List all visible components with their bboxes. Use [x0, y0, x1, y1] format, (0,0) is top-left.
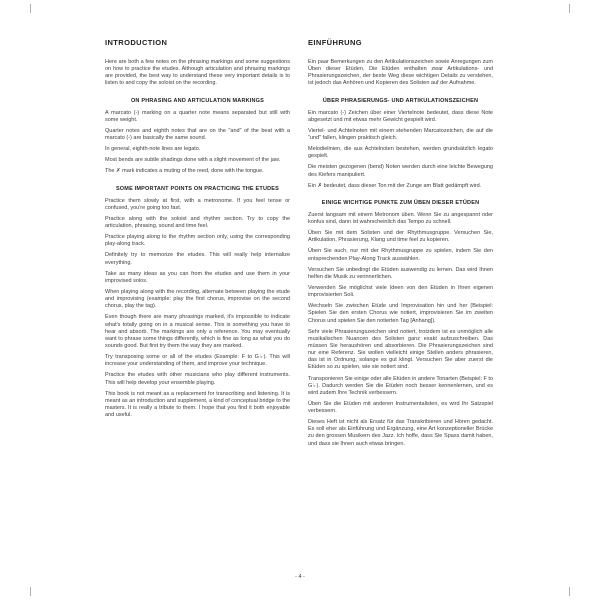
- paragraph: Wechseln Sie zwischen Etüde und Improvisation hin und her (Beispiel: Spielen Sie den ersten Chorus wie notiert, improvisieren Sie im zweiten Chorus und spielen Sie den notierten Tag [Anhang]).: [308, 303, 493, 324]
- section-practicing-german: [308, 212, 493, 448]
- paragraph: Versuchen Sie unbedingt die Etüden auswendig zu lernen. Das wird Ihnen helfen die Musik zu verinnerlichen.: [308, 266, 493, 280]
- paragraph: Take as many ideas as you can from the etudes and use them in your improvised solos.: [105, 270, 290, 284]
- paragraph: In general, eighth-note lines are legato.: [105, 146, 201, 153]
- paragraph: Üben Sie mit dem Solisten und der Rhythmusgruppe. Versuchen Sie, Artikulation, Phrasierung, Klang und time feel zu kopieren.: [308, 230, 493, 244]
- paragraph: Ein ✗ bedeutet, dass dieser Ton mit der Zunge am Blatt gedämpft wird.: [308, 182, 482, 189]
- section-practicing-english: [105, 198, 290, 420]
- intro-paragraphs-english: [105, 59, 290, 88]
- two-column-layout: [105, 38, 493, 452]
- paragraph: Practice the etudes with other musicians who play different instruments. This will help develop your ensemble playing.: [105, 372, 290, 386]
- paragraph: Üben Sie die Etüden mit anderen Instrumentalisten, es wird Ihr Satzspiel verbessern.: [308, 400, 493, 415]
- intro-paragraphs-german: [308, 59, 493, 88]
- paragraph: A marcato (-) marking on a quarter note means separated but still with some weight.: [105, 109, 290, 123]
- paragraph: Sehr viele Phrasierungszeichen sind notiert, trotzdem ist es unmöglich alle musikalischen Nuancen des Solisten ganz exakt aufzuschreiben. Das müssen Sie heraushören und absorbieren. Die Phrasierungszeichen sind nur eine Referenz. Sie wollen vielleicht einige Stellen anders phrasieren, das ist in Ordnung, solange es gut klingt. Versuchen Sie aber zuerst die Etüden so zu spielen, wie sie notiert sind.: [308, 328, 493, 371]
- paragraph: This book is not meant as a replacement for transcribing and listening. It is meant as an introduction and supplement, a kind of conceptual bridge to the masters. It is really a tribute to them. I hope that you find it both enjoyable and useful.: [105, 390, 290, 419]
- section-phrasing-english: [105, 110, 290, 176]
- paragraph: Üben Sie auch, nur mit der Rhythmusgruppe zu spielen, indem Sie den entsprechenden Play-Along Track auswählen.: [308, 248, 493, 262]
- crop-mark-bottom-right: [569, 587, 570, 596]
- paragraph: Melodielinien, die aus Achtelnoten bestehen, werden grundsätzlich legato gespielt.: [308, 146, 493, 160]
- paragraph: The ✗ mark indicates a muting of the reed, done with the tongue.: [105, 168, 264, 175]
- paragraph: Practice them slowly at first, with a metronome. If you feel tense or confused, you're going too fast.: [105, 197, 290, 211]
- crop-mark-top-left: [30, 4, 31, 13]
- paragraph: Verwenden Sie möglichst viele Ideen von den Etüden in Ihren eigenen improvisierten Soli.: [308, 284, 493, 299]
- paragraph: Here are both a few notes on the phrasing markings and some suggestions on how to practice the etudes. Although articulation and phrasing markings are provided, the best way to understand these very important details is to listen to and copy the soloist on the recording.: [105, 59, 290, 87]
- paragraph: Die meisten gezogenen (bend) Noten werden durch eine leichte Bewegung des Kiefers manipuliert.: [308, 164, 493, 178]
- section-phrasing-german: [308, 110, 493, 190]
- paragraph: Practice playing along to the rhythm section only, using the corresponding play-along track.: [105, 234, 290, 248]
- paragraph: Most bends are subtle shadings done with a slight movement of the jaw.: [105, 157, 281, 164]
- column-english: [105, 38, 290, 452]
- paragraph: Viertel- und Achtelnoten mit einem stehenden Marcatozeichen, die auf die "und" fallen, klingen praktisch gleich.: [308, 127, 493, 141]
- column-german: [308, 38, 493, 452]
- section-heading-practicing-english: SOME IMPORTANT POINTS ON PRACTICING THE ETUDES: [115, 185, 280, 192]
- paragraph: Definitely try to memorize the etudes. This will really help internalize everything.: [105, 252, 290, 266]
- section-heading-practicing-german: EINIGE WICHTIGE PUNKTE ZUM ÜBEN DIESER ETÜDEN: [321, 199, 480, 206]
- page-number: - 4 -: [295, 574, 305, 580]
- page-title-german: EINFÜHRUNG: [308, 38, 362, 47]
- paragraph: Try transposing some or all of the etudes (Example: F to G♭). This will increase your understanding of them, and improve your technique.: [105, 354, 290, 368]
- page-title-english: INTRODUCTION: [105, 38, 168, 47]
- paragraph: Ein paar Bemerkungen zu den Artikulationszeichen sowie Anregungen zum Üben dieser Etüden. Die Etüden enthalten zwar Artikulations- und Phrasierungszeichen, der beste Weg diese wichtigen Details zu verstehen, ist jedoch das Anhören und Kopieren des Solisten auf der Aufnahme.: [308, 59, 493, 87]
- paragraph: Dieses Heft ist nicht als Ersatz für das Transkribieren und Hören gedacht. Es soll eher als Einführung und Ergänzung, eine Art konzeptioneller Brücke zu den grossen Musikern des Jazz. Ich hoffe, dass Sie Spass damit haben, und dass sie Ihnen auch etwas bringen.: [308, 419, 493, 447]
- crop-mark-top-right: [569, 4, 570, 13]
- section-heading-phrasing-english: ON PHRASING AND ARTICULATION MARKINGS: [130, 97, 265, 104]
- paragraph: When playing along with the recording, alternate between playing the etude and improvising (example: play the first chorus, improvise on the second chorus, play the tag).: [105, 288, 290, 310]
- paragraph: Even though there are many phrasings marked, it's impossible to indicate what's totally going on in a musical sense. This is something you have to hear and absorb. The markings are only a reference. You may eventually want to phrase some things differently, which is fine as long as what you do sounds good. But first try them the way they are marked.: [105, 314, 290, 349]
- paragraph: Transponieren Sie einige oder alle Etüden in andere Tonarten (Beispiel: F to G♭). Dadurch werden Sie die Etüden noch besser kennenlernen, und es wird zudem Ihre Technik verbessern.: [308, 375, 493, 396]
- crop-mark-bottom-left: [30, 587, 31, 596]
- paragraph: Zuerst langsam mit einem Metronom üben. Wenn Sie zu angespannt oder konfus sind, dann ist wahrscheinlich das Tempo zu schnell.: [308, 211, 493, 225]
- paragraph: Practice along with the soloist and rhythm section. Try to copy the articulation, phrasing, sound and time feel.: [105, 215, 290, 229]
- paragraph: Quarter notes and eighth notes that are on the "and" of the beat with a marcato (-) are basically the same sound.: [105, 127, 290, 141]
- paragraph: Ein marcato (-) Zeichen über einer Viertelnote bedeutet, dass diese Note abgesetzt und mit etwas mehr Gewicht gespielt wird.: [308, 109, 493, 123]
- section-heading-phrasing-german: ÜBER PHRASIERUNGS- UND ARTIKULATIONSZEICHEN: [322, 97, 479, 104]
